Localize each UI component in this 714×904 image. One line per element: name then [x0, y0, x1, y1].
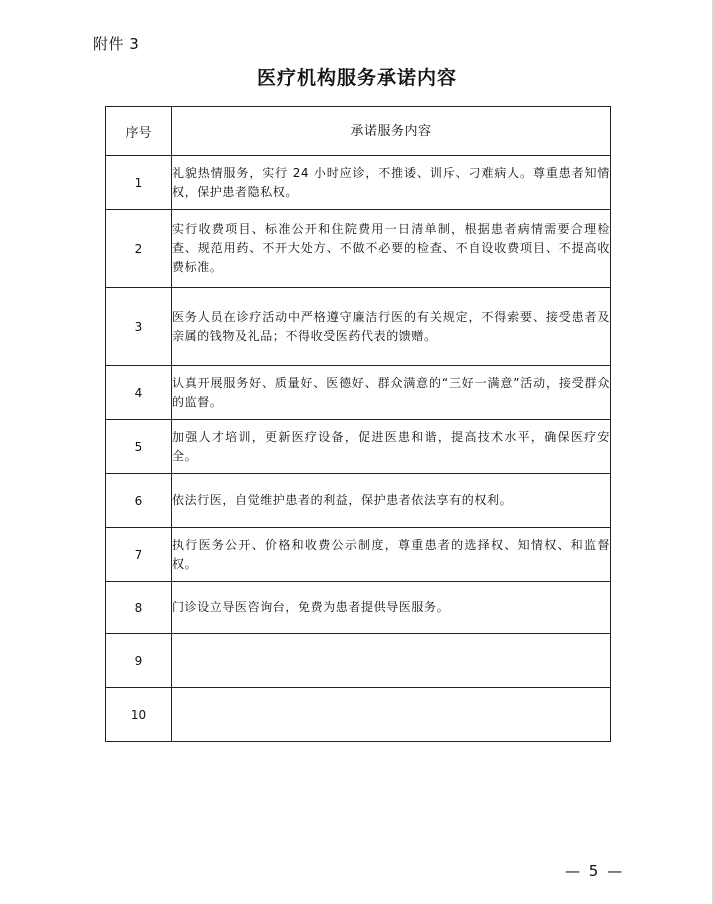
row-content: 实行收费项目、标准公开和住院费用一日清单制，根据患者病情需要合理检查、规范用药、不开大处方、不做不必要的检查、不自设收费项目、不提高收费标准。 — [172, 210, 611, 288]
attachment-label: 附件 3 — [93, 35, 140, 53]
row-content: 礼貌热情服务，实行 24 小时应诊，不推诿、训斥、刁难病人。尊重患者知情权，保护患者隐私权。 — [172, 156, 611, 210]
row-number: 2 — [106, 210, 172, 288]
table-row — [106, 582, 611, 634]
table-row — [106, 420, 611, 474]
table-row — [106, 474, 611, 528]
table-row — [106, 210, 611, 288]
row-number: 3 — [106, 288, 172, 366]
row-content: 依法行医，自觉维护患者的利益，保护患者依法享有的权利。 — [172, 474, 611, 528]
row-content — [172, 634, 611, 688]
row-number: 10 — [106, 688, 172, 742]
table-row — [106, 688, 611, 742]
header-no: 序号 — [106, 107, 172, 156]
row-number: 9 — [106, 634, 172, 688]
row-number: 5 — [106, 420, 172, 474]
table-header-row — [106, 107, 611, 156]
row-content — [172, 688, 611, 742]
row-content: 门诊设立导医咨询台，免费为患者提供导医服务。 — [172, 582, 611, 634]
row-number: 8 — [106, 582, 172, 634]
row-content: 认真开展服务好、质量好、医德好、群众满意的“三好一满意”活动，接受群众的监督。 — [172, 366, 611, 420]
row-content: 医务人员在诊疗活动中严格遵守廉洁行医的有关规定，不得索要、接受患者及亲属的钱物及礼品；不得收受医药代表的馈赠。 — [172, 288, 611, 366]
header-content: 承诺服务内容 — [172, 107, 611, 156]
table-row — [106, 528, 611, 582]
row-content: 执行医务公开、价格和收费公示制度，尊重患者的选择权、知情权、和监督权。 — [172, 528, 611, 582]
commitment-table — [105, 106, 611, 742]
table-row — [106, 634, 611, 688]
row-number: 4 — [106, 366, 172, 420]
page-number: — 5 — — [565, 862, 625, 880]
row-number: 7 — [106, 528, 172, 582]
table-row — [106, 156, 611, 210]
row-number: 1 — [106, 156, 172, 210]
table-row — [106, 288, 611, 366]
table-row — [106, 366, 611, 420]
document-title: 医疗机构服务承诺内容 — [256, 67, 457, 89]
row-content: 加强人才培训，更新医疗设备，促进医患和谐，提高技术水平，确保医疗安全。 — [172, 420, 611, 474]
row-number: 6 — [106, 474, 172, 528]
